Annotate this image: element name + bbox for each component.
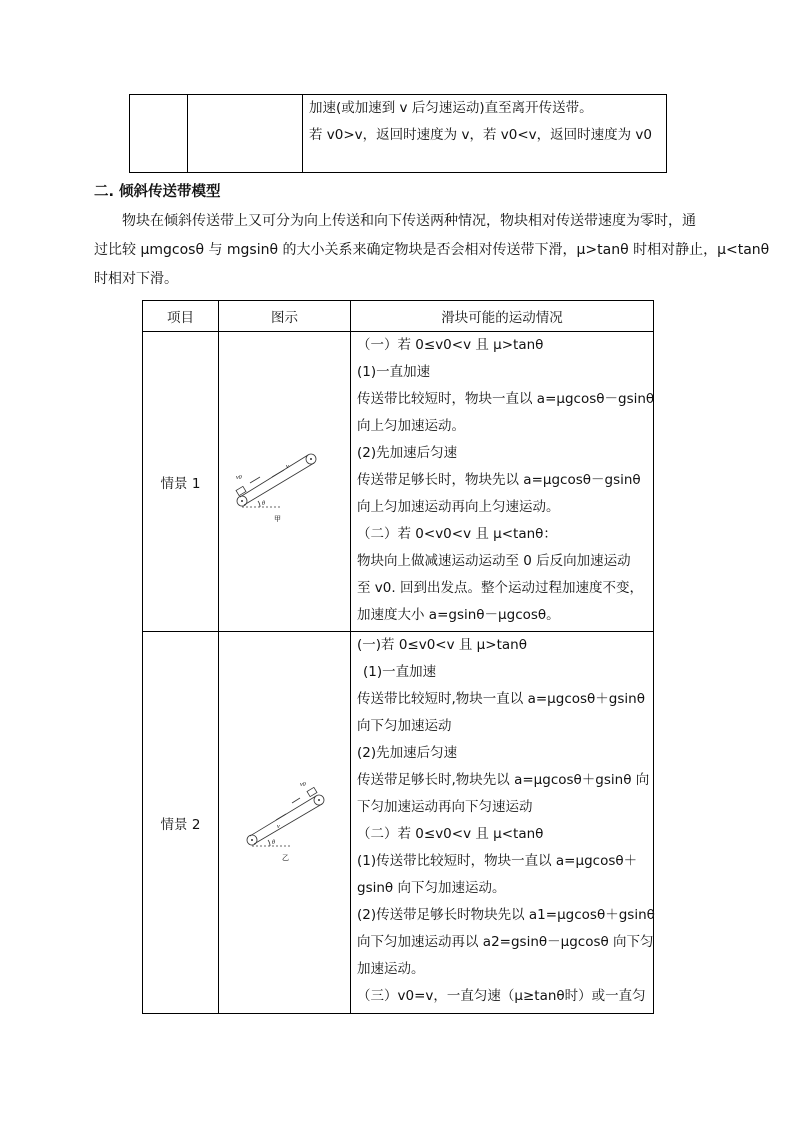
empty-cell <box>130 95 188 173</box>
motion-description <box>351 632 654 1014</box>
v-arrow <box>272 470 284 477</box>
text-line: 向下匀加速运动再以 a2=gsinθ－μgcosθ 向下匀 <box>357 934 654 950</box>
incline-belt-diagram-up <box>230 435 340 525</box>
text-line: (一)若 0≤v0<v 且 μ>tanθ <box>357 637 527 653</box>
text-line: （三）v0=v，一直匀速（μ≥tanθ时）或一直匀 <box>357 988 646 1004</box>
text-line: (1)一直加速 <box>363 664 437 680</box>
figure-caption: 甲 <box>273 514 281 523</box>
text-line: (1)传送带比较短时，物块一直以 a=μgcosθ＋ <box>357 853 638 869</box>
text-line: (1)一直加速 <box>357 364 431 380</box>
text-line: 向上匀加速运动。 <box>357 418 465 434</box>
label-theta: θ <box>261 500 265 507</box>
angle-arc <box>258 501 260 507</box>
scenario-label: 情景 2 <box>143 632 219 1014</box>
motion-description <box>351 332 654 632</box>
intro-line: 时相对下滑。 <box>94 271 178 287</box>
figure-cell <box>219 332 351 632</box>
text-line: gsinθ 向下匀加速运动。 <box>357 880 506 896</box>
header-figure: 图示 <box>219 301 351 332</box>
text-line: （一）若 0≤v0<v 且 μ>tanθ <box>357 337 544 353</box>
label-v: v <box>285 463 289 470</box>
label-v0: v0 <box>235 474 242 481</box>
incline-belt-table <box>142 300 654 1014</box>
text-line: 加速(或加速到 v 后匀速运动)直至离开传送带。 <box>309 100 593 116</box>
v-arrow <box>276 814 286 820</box>
block <box>307 787 317 796</box>
label-theta: θ <box>271 839 275 846</box>
text-line: 若 v0>v，返回时速度为 v，若 v0<v，返回时速度为 v0 <box>309 127 652 143</box>
intro-line: 物块在倾斜传送带上又可分为向上传送和向下传送两种情况，物块相对传送带速度为零时，通 <box>122 213 696 229</box>
scenario-label: 情景 1 <box>143 332 219 632</box>
text-line: （二）若 0<v0<v 且 μ<tanθ： <box>357 526 557 542</box>
text-line: 传送带比较短时,物块一直以 a=μgcosθ＋gsinθ <box>357 691 645 707</box>
header-motion: 滑块可能的运动情况 <box>351 301 654 332</box>
text-line: 向下匀加速运动 <box>357 718 452 734</box>
text-line: 传送带比较短时，物块一直以 a=μgcosθ－gsinθ <box>357 391 655 407</box>
angle-arc <box>268 840 270 846</box>
table-row-scenario-2 <box>143 632 654 1014</box>
section-heading: 二. 倾斜传送带模型 <box>94 184 221 200</box>
text-line: (2)先加速后匀速 <box>357 445 458 461</box>
text-line: 至 v0. 回到出发点。整个运动过程加速度不变， <box>357 580 643 596</box>
figure-caption: 乙 <box>281 853 289 862</box>
text-line: （二）若 0≤v0<v 且 μ<tanθ <box>357 826 544 842</box>
continued-table <box>129 94 667 173</box>
table-header-row <box>143 301 654 332</box>
text-line: 加速度大小 a=gsinθ－μgcosθ。 <box>357 607 560 623</box>
header-item: 项目 <box>143 301 219 332</box>
belt-lower-edge <box>244 463 314 505</box>
v0-arrow <box>250 477 260 483</box>
intro-line: 过比较 μmgcosθ 与 mgsinθ 的大小关系来确定物块是否会相对传送带下滑，μ>tanθ 时相对静止，μ<tanθ <box>94 242 770 258</box>
text-line: 下匀加速运动再向下匀速运动 <box>357 799 533 815</box>
belt-lower-edge <box>254 804 322 844</box>
v0-arrow <box>292 798 300 803</box>
text-line: 物块向上做减速运动运动至 0 后反向加速运动 <box>357 553 631 569</box>
label-v: v <box>276 823 280 830</box>
intro-paragraph <box>94 207 770 294</box>
text-line: 传送带足够长时，物块先以 a=μgcosθ－gsinθ <box>357 472 641 488</box>
label-v0: v0 <box>299 781 306 788</box>
text-line: 传送带足够长时,物块先以 a=μgcosθ＋gsinθ 向 <box>357 772 650 788</box>
text-line: 加速运动。 <box>357 961 425 977</box>
text-line: (2)传送带足够长时物块先以 a1=μgcosθ＋gsinθ <box>357 907 655 923</box>
text-line: 向上匀加速运动再向上匀速运动。 <box>357 499 560 515</box>
incline-belt-diagram-down <box>230 776 340 866</box>
continued-text-cell <box>303 95 667 173</box>
text-line: (2)先加速后匀速 <box>357 745 458 761</box>
empty-cell <box>188 95 303 173</box>
table-row-scenario-1 <box>143 332 654 632</box>
figure-cell <box>219 632 351 1014</box>
